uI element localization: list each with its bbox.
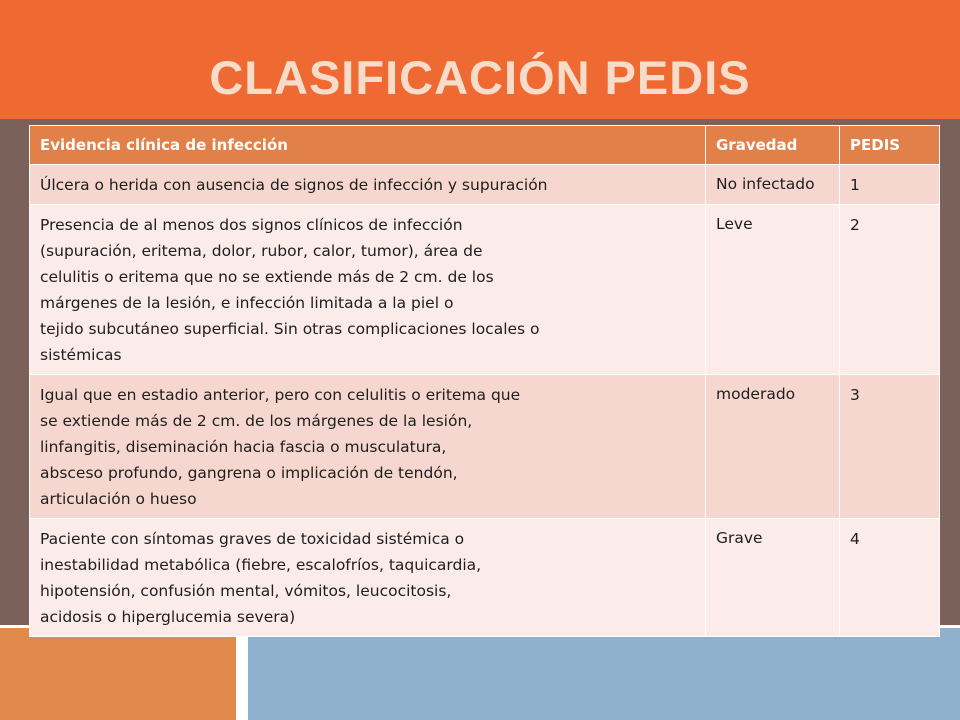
cell-pedis: 1 — [840, 165, 940, 205]
evidencia-line: tejido subcutáneo superficial. Sin otras complicaciones locales o — [40, 320, 540, 338]
pedis-table-container — [29, 125, 939, 637]
evidencia-line: inestabilidad metabólica (fiebre, escalofríos, taquicardia, — [40, 556, 482, 574]
evidencia-line: Presencia de al menos dos signos clínicos de infección — [40, 216, 463, 234]
slide-title: CLASIFICACIÓN PEDIS — [209, 51, 751, 104]
header-gravedad: Gravedad — [706, 126, 840, 165]
evidencia-line: acidosis o hiperglucemia severa) — [40, 608, 296, 626]
cell-pedis: 4 — [840, 519, 940, 637]
evidencia-line: linfangitis, diseminación hacia fascia o musculatura, — [40, 438, 447, 456]
cell-gravedad: No infectado — [706, 165, 840, 205]
evidencia-line: articulación o hueso — [40, 490, 197, 508]
evidencia-line: absceso profundo, gangrena o implicación de tendón, — [40, 464, 458, 482]
evidencia-line: márgenes de la lesión, e infección limitada a la piel o — [40, 294, 454, 312]
evidencia-line: (supuración, eritema, dolor, rubor, calor, tumor), área de — [40, 242, 483, 260]
header-evidencia: Evidencia clínica de infección — [30, 126, 706, 165]
cell-gravedad: moderado — [706, 375, 840, 519]
evidencia-line: sistémicas — [40, 346, 122, 364]
footer-blue-block — [248, 628, 960, 720]
table-row — [30, 519, 940, 637]
cell-evidencia — [30, 165, 706, 205]
table-row — [30, 165, 940, 205]
cell-pedis: 3 — [840, 375, 940, 519]
table-row — [30, 205, 940, 375]
evidencia-line: Úlcera o herida con ausencia de signos de infección y supuración — [40, 176, 548, 194]
evidencia-line: celulitis o eritema que no se extiende más de 2 cm. de los — [40, 268, 494, 286]
header-row — [30, 126, 940, 165]
table-header — [30, 126, 940, 165]
cell-evidencia — [30, 519, 706, 637]
table-row — [30, 375, 940, 519]
cell-evidencia — [30, 375, 706, 519]
cell-pedis: 2 — [840, 205, 940, 375]
cell-gravedad: Grave — [706, 519, 840, 637]
cell-evidencia — [30, 205, 706, 375]
footer-orange-block — [0, 628, 236, 720]
evidencia-line: Igual que en estadio anterior, pero con celulitis o eritema que — [40, 386, 521, 404]
evidencia-line: hipotensión, confusión mental, vómitos, leucocitosis, — [40, 582, 452, 600]
table-body — [30, 165, 940, 637]
cell-gravedad: Leve — [706, 205, 840, 375]
pedis-table — [29, 125, 940, 637]
evidencia-line: se extiende más de 2 cm. de los márgenes de la lesión, — [40, 412, 473, 430]
evidencia-line: Paciente con síntomas graves de toxicidad sistémica o — [40, 530, 465, 548]
header-pedis: PEDIS — [840, 126, 940, 165]
